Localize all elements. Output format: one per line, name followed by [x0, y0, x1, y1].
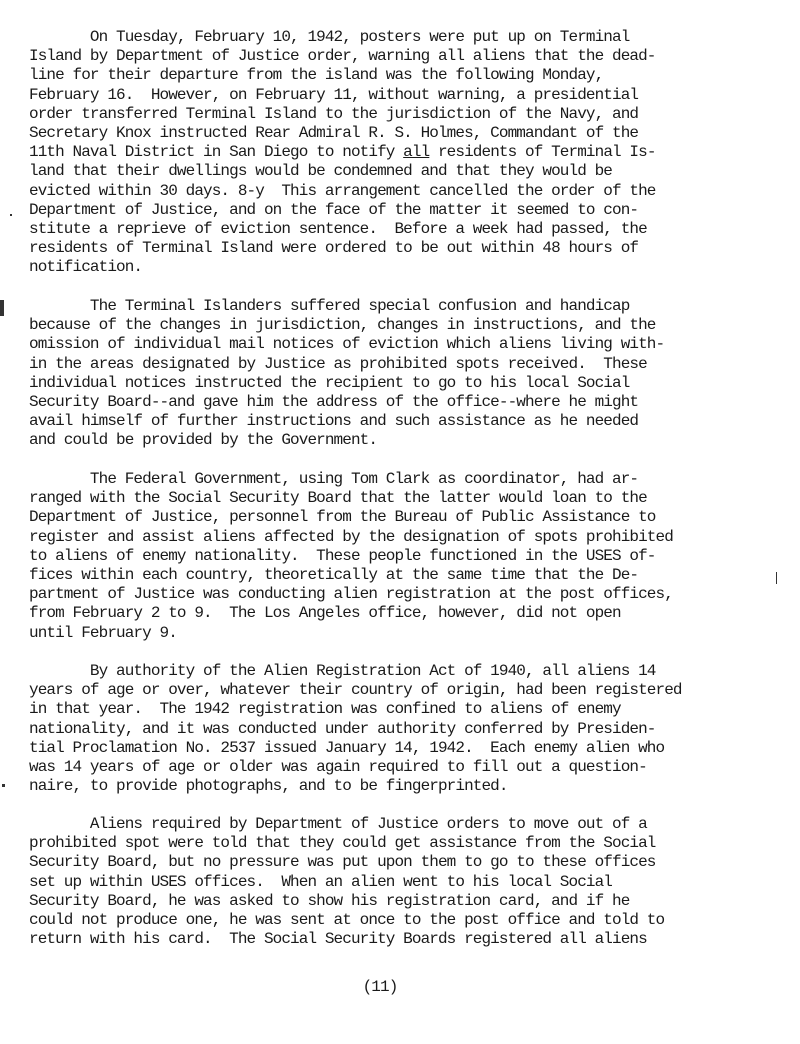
margin-mark: [2, 784, 5, 787]
text-line: prohibited spot were told that they could get assistance from the Social: [29, 834, 656, 853]
margin-mark: [0, 300, 4, 316]
page-number: (11): [362, 978, 398, 996]
text-line: The Federal Government, using Tom Clark as coordinator, had ar-: [29, 470, 639, 488]
text-line: Security Board, he was asked to show his registration card, and if he: [29, 891, 630, 910]
margin-mark: [776, 572, 777, 584]
underlined-word: all: [403, 143, 430, 162]
text-line: partment of Justice was conducting alien registration at the post offices,: [29, 585, 673, 604]
text-line: set up within USES offices. When an alien went to his local Social: [29, 872, 613, 891]
text-line: notification.: [29, 258, 143, 277]
text-line: in that year. The 1942 registration was confined to aliens of enemy: [29, 700, 621, 719]
text-line: could not produce one, he was sent at once to the post office and told to: [29, 910, 665, 929]
text-line: ranged with the Social Security Board that the latter would loan to the: [29, 489, 647, 508]
text-line: Department of Justice, and on the face of the matter it seemed to con-: [29, 200, 639, 219]
text-line: register and assist aliens affected by the designation of spots prohibited: [29, 527, 673, 546]
text-line: individual notices instructed the recipient to go to his local Social: [29, 373, 630, 392]
text-line: fices within each country, theoretically at the same time that the De-: [29, 565, 639, 584]
text-line: in the areas designated by Justice as prohibited spots received. These: [29, 354, 647, 373]
text-line: naire, to provide photographs, and to be fingerprinted.: [29, 777, 508, 796]
text-line: to aliens of enemy nationality. These people functioned in the USES of-: [29, 546, 656, 565]
paragraph-terminal-islanders-confusion: [29, 297, 799, 451]
text-line: Security Board--and gave him the address of the office--where he might: [29, 392, 639, 411]
text-line: years of age or over, whatever their country of origin, had been registered: [29, 681, 682, 700]
text-line: By authority of the Alien Registration Act of 1940, all aliens 14: [29, 662, 656, 680]
text-line: February 16. However, on February 11, without warning, a presidential: [29, 85, 639, 104]
text-line: order transferred Terminal Island to the jurisdiction of the Navy, and: [29, 104, 639, 123]
paragraph-aliens-required-to-move: [29, 815, 799, 949]
text-line: nationality, and it was conducted under authority conferred by Presiden-: [29, 719, 656, 738]
text-line: evicted within 30 days. 8-y This arrangement cancelled the order of the: [29, 181, 656, 200]
text-line: until February 9.: [29, 623, 177, 642]
text-line: line for their departure from the island was the following Monday,: [29, 66, 604, 85]
text-line: from February 2 to 9. The Los Angeles office, however, did not open: [29, 604, 621, 623]
text-line: was 14 years of age or older was again required to fill out a question-: [29, 757, 647, 776]
text-line: return with his card. The Social Security Boards registered all aliens: [29, 930, 647, 949]
margin-mark: [10, 214, 12, 216]
text-line: The Terminal Islanders suffered special confusion and handicap: [29, 297, 630, 315]
text-line: Secretary Knox instructed Rear Admiral R. S. Holmes, Commandant of the: [29, 123, 639, 142]
paragraph-alien-registration-act: [29, 662, 799, 796]
paragraph-terminal-island-posters: [29, 28, 799, 277]
paragraph-federal-government-coordination: [29, 470, 799, 643]
text-line: because of the changes in jurisdiction, changes in instructions, and the: [29, 316, 656, 335]
text-line: omission of individual mail notices of eviction which aliens living with-: [29, 335, 665, 354]
text-line: On Tuesday, February 10, 1942, posters were put up on Terminal: [29, 28, 630, 46]
text-line: stitute a reprieve of eviction sentence. Before a week had passed, the: [29, 219, 647, 238]
text-line: residents of Terminal Island were ordered to be out within 48 hours of: [29, 239, 639, 258]
text-line: Island by Department of Justice order, warning all aliens that the dead-: [29, 47, 656, 66]
text-line: tial Proclamation No. 2537 issued January 14, 1942. Each enemy alien who: [29, 738, 665, 757]
text-line: Department of Justice, personnel from the Bureau of Public Assistance to: [29, 508, 656, 527]
text-line: avail himself of further instructions and such assistance as he needed: [29, 412, 639, 431]
text-line: Aliens required by Department of Justice orders to move out of a: [29, 815, 647, 833]
text-line: 11th Naval District in San Diego to notify all residents of Terminal Is-: [29, 143, 656, 162]
text-line: and could be provided by the Government.: [29, 431, 378, 450]
text-line: Security Board, but no pressure was put upon them to go to these offices: [29, 853, 656, 872]
text-line: land that their dwellings would be condemned and that they would be: [29, 162, 613, 181]
